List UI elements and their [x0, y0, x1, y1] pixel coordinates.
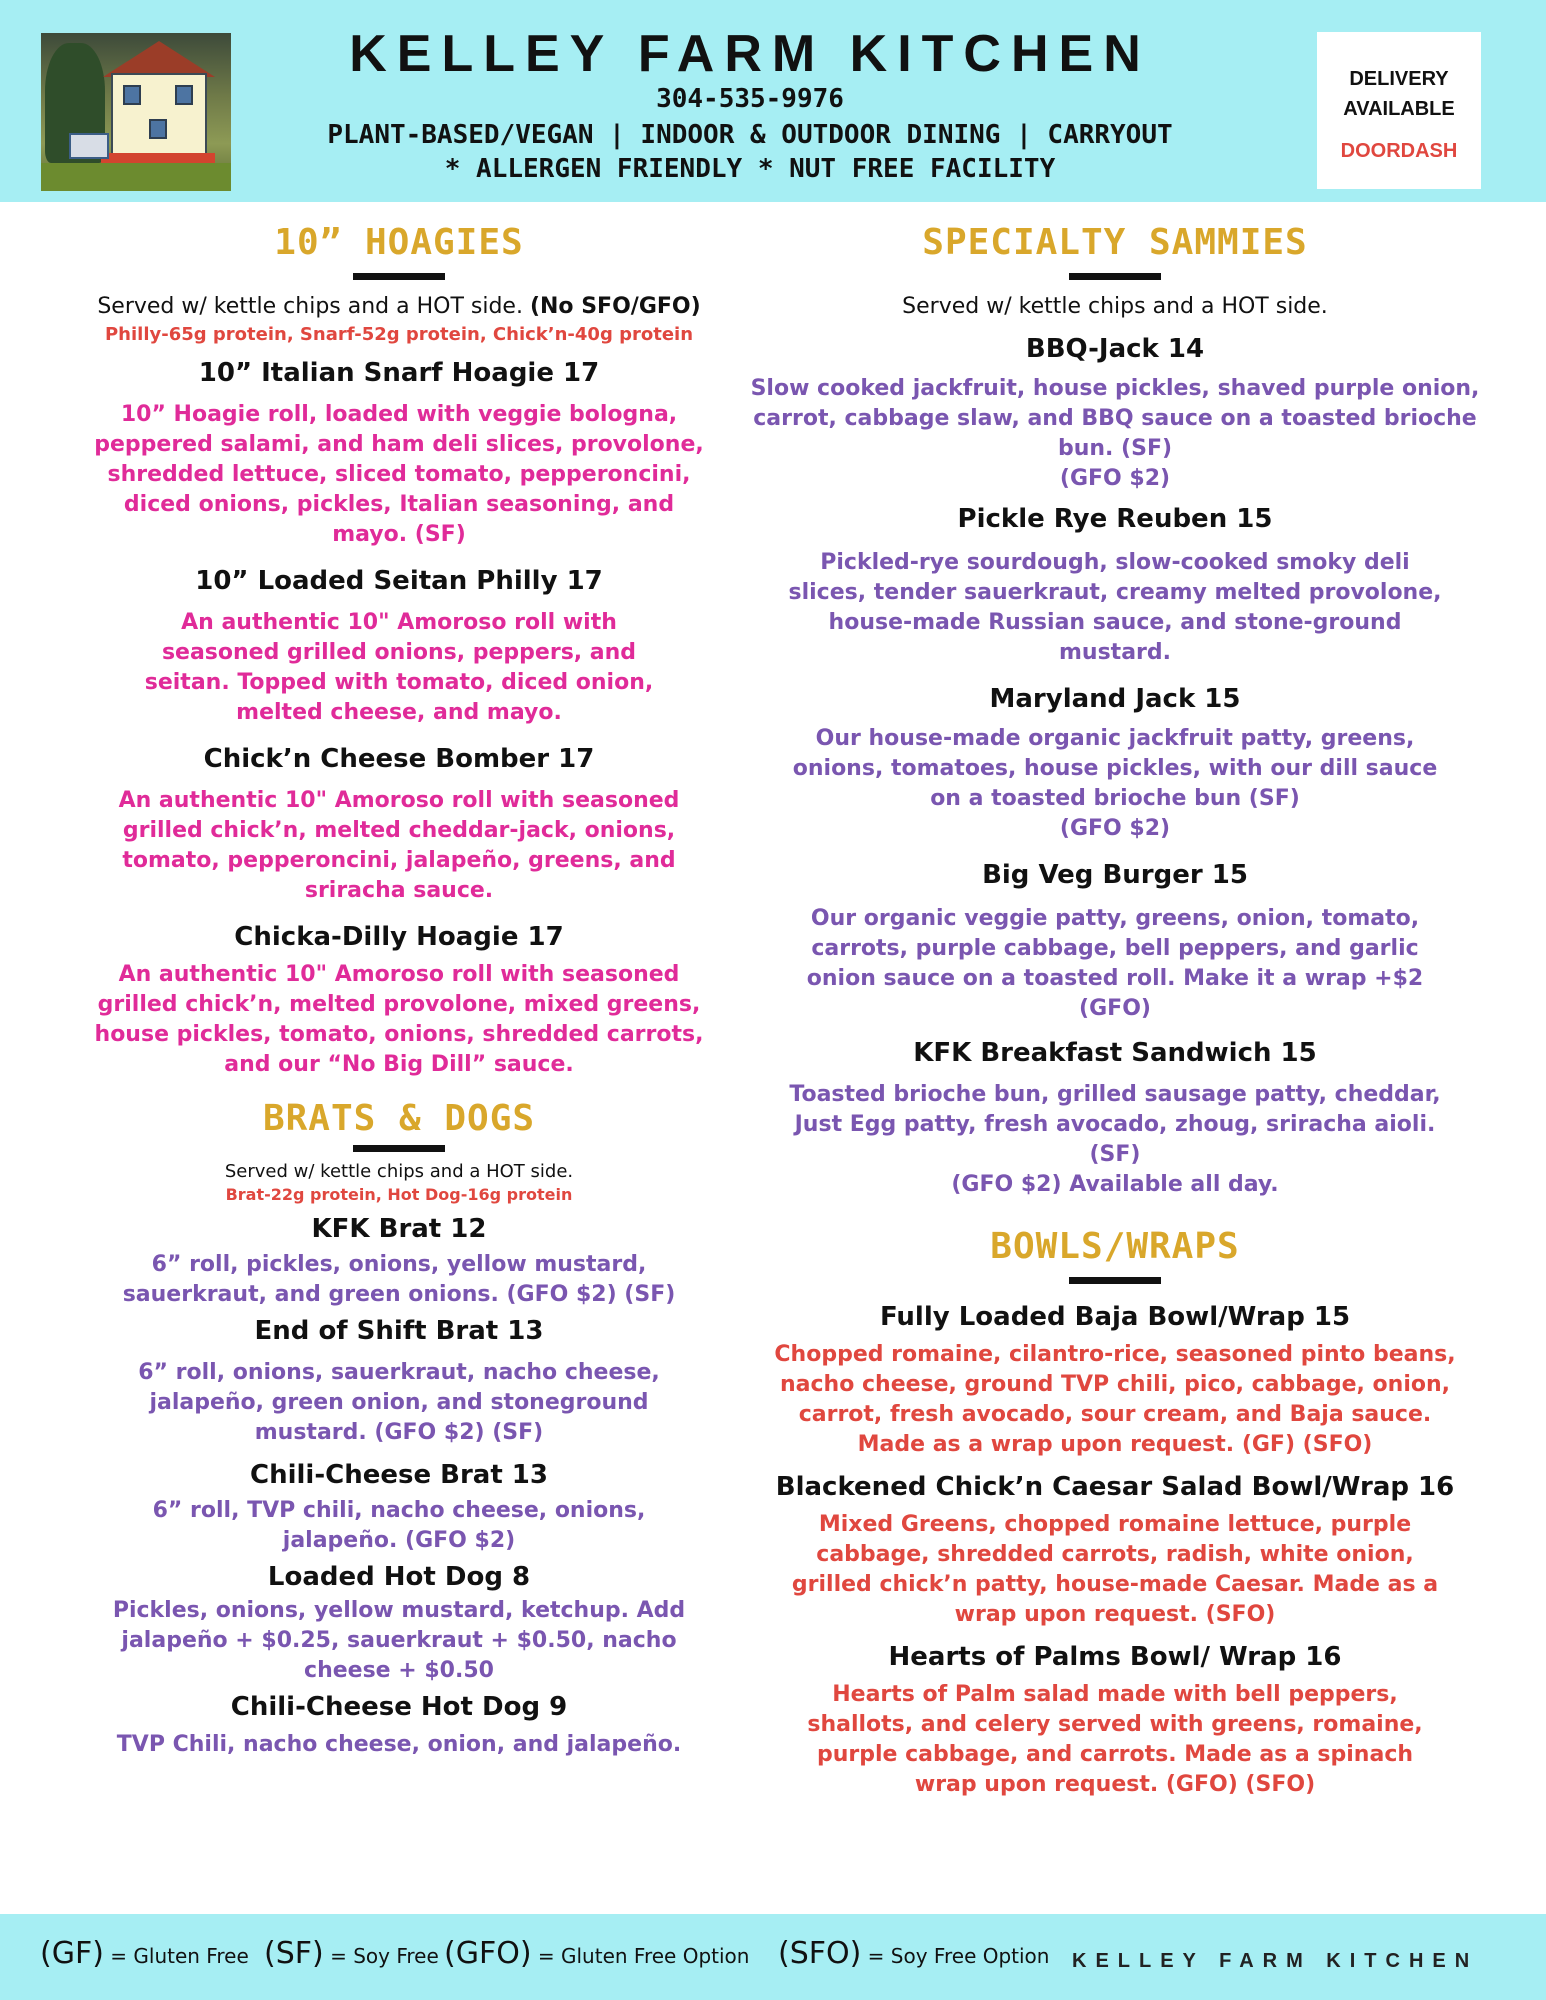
window-graphic [123, 85, 141, 105]
left-column [84, 222, 714, 1760]
restaurant-name: KELLEY FARM KITCHEN [349, 25, 1151, 83]
menu-item-name: 10” Loaded Seitan Philly 17 [195, 566, 603, 596]
section-title-bowls: BOWLS/WRAPS [990, 1226, 1240, 1267]
house-graphic [111, 73, 207, 155]
legend-meaning: = Soy Free [323, 1944, 439, 1968]
phone-number: 304-535-9976 [656, 84, 844, 114]
protein-note: Philly-65g protein, Snarf-52g protein, Chick’n-40g protein [104, 324, 694, 345]
section-title-specialty: SPECIALTY SAMMIES [922, 222, 1308, 263]
header-banner [0, 0, 1546, 202]
legend-meaning: = Gluten Free Option [531, 1944, 750, 1968]
section-divider [1069, 1277, 1161, 1284]
legend-code: (GF) [40, 1936, 104, 1971]
sign-graphic [69, 133, 109, 159]
menu-item-name: Maryland Jack 15 [989, 684, 1241, 714]
menu-item-description: An authentic 10" Amoroso roll with seasoned grilled onions, peppers, and seitan. Topped with tomato, diced onion, melted cheese, and mayo. [144, 610, 654, 725]
section-divider [353, 273, 445, 280]
served-note [84, 292, 714, 322]
menu-item-name: BBQ-Jack 14 [1025, 334, 1205, 364]
tagline-line-1: PLANT-BASED/VEGAN | INDOOR & OUTDOOR DINING | CARRYOUT [327, 120, 1173, 150]
menu-item-description [748, 724, 1482, 844]
menu-item-description-text: Toasted brioche bun, grilled sausage patty, cheddar, Just Egg patty, fresh avocado, zhoug, sriracha aioli. (SF) [789, 1082, 1441, 1167]
delivery-line-2: AVAILABLE [1343, 98, 1455, 120]
menu-item-description-text: Our house-made organic jackfruit patty, greens, onions, tomatoes, house pickles, with our dill sauce on a toasted brioche bun (SF) [792, 726, 1438, 811]
menu-item-description: 10” Hoagie roll, loaded with veggie bologna, peppered salami, and ham deli slices, provolone, shredded lettuce, sliced tomato, pepperoncini, diced onions, pickles, Italian seasoning, and mayo. (SF) [94, 402, 704, 547]
legend-gfo [444, 1936, 749, 1971]
menu-item-option: (GFO $2) [1059, 466, 1171, 491]
doordash-label: DOORDASH [1340, 140, 1458, 162]
menu-item-name: Loaded Hot Dog 8 [267, 1562, 531, 1592]
delivery-label [1317, 64, 1481, 124]
menu-item-description: TVP Chili, nacho cheese, onion, and jalapeño. [116, 1732, 682, 1757]
menu-item-description: Pickled-rye sourdough, slow-cooked smoky deli slices, tender sauerkraut, creamy melted provolone, house-made Russian sauce, and stone-ground mustard. [788, 550, 1442, 665]
footer-brand: KELLEY FARM KITCHEN [1072, 1950, 1479, 1972]
menu-item-description: 6” roll, TVP chili, nacho cheese, onions, jalapeño. (GFO $2) [152, 1498, 646, 1553]
legend-code: (GFO) [444, 1936, 532, 1971]
menu-item-description: Chopped romaine, cilantro-rice, seasoned pinto beans, nacho cheese, ground TVP chili, pico, cabbage, onion, carrot, fresh avocado, sour cream, and Baja sauce. Made as a wrap upon request. (GF) (SFO) [774, 1342, 1456, 1457]
menu-item-description [748, 1080, 1482, 1200]
legend-meaning: = Soy Free Option [861, 1944, 1050, 1968]
menu-item-description: Pickles, onions, yellow mustard, ketchup. Add jalapeño + $0.25, sauerkraut + $0.50, nacho cheese + $0.50 [112, 1598, 686, 1683]
porch-graphic [101, 153, 215, 163]
footer-legend-bar [0, 1914, 1546, 2000]
menu-item-name: Chick’n Cheese Bomber 17 [203, 744, 595, 774]
protein-note: Brat-22g protein, Hot Dog-16g protein [225, 1185, 573, 1204]
legend-gf [40, 1936, 249, 1971]
legend-code: (SFO) [778, 1936, 862, 1971]
menu-item-name: Big Veg Burger 15 [982, 860, 1248, 890]
tagline-line-2: * ALLERGEN FRIENDLY * NUT FREE FACILITY [444, 154, 1056, 184]
delivery-box [1317, 32, 1481, 189]
menu-item-description: Hearts of Palm salad made with bell peppers, shallots, and celery served with greens, romaine, purple cabbage, and carrots. Made as a spinach wrap upon request. (GFO) (SFO) [807, 1682, 1423, 1797]
right-column [748, 222, 1482, 1800]
menu-item-name: End of Shift Brat 13 [254, 1316, 544, 1346]
menu-item-name: Chili-Cheese Hot Dog 9 [230, 1692, 568, 1722]
section-divider [353, 1145, 445, 1152]
no-sfo-gfo-note: (No SFO/GFO) [529, 294, 701, 319]
menu-item-description: Our organic veggie patty, greens, onion, tomato, carrots, purple cabbage, bell peppers, and garlic onion sauce on a toasted roll. Make it a wrap +$2 (GFO) [806, 906, 1424, 1021]
window-graphic [175, 85, 193, 105]
farmhouse-logo [41, 33, 231, 191]
menu-item-name: Fully Loaded Baja Bowl/Wrap 15 [879, 1302, 1351, 1332]
section-divider [1069, 273, 1161, 280]
menu-item-description: Mixed Greens, chopped romaine lettuce, purple cabbage, shredded carrots, radish, white onion, grilled chick’n patty, house-made Caesar. Made as a wrap upon request. (SFO) [791, 1512, 1439, 1627]
grass-graphic [41, 163, 231, 191]
legend-sfo [778, 1936, 1049, 1971]
section-title-hoagies: 10” HOAGIES [274, 222, 524, 263]
section-title-brats: BRATS & DOGS [262, 1098, 536, 1139]
menu-item-name: KFK Brat 12 [311, 1214, 487, 1244]
legend-sf [264, 1936, 439, 1971]
menu-item-description: An authentic 10" Amoroso roll with seasoned grilled chick’n, melted cheddar-jack, onions, tomato, pepperoncini, jalapeño, greens, and sriracha sauce. [118, 788, 680, 903]
served-note: Served w/ kettle chips and a HOT side. [224, 1161, 574, 1182]
menu-item-description: An authentic 10" Amoroso roll with seasoned grilled chick’n, melted provolone, mixed greens, house pickles, tomato, onions, shredded carrots, and our “No Big Dill” sauce. [94, 962, 704, 1077]
menu-item-name: Chicka-Dilly Hoagie 17 [234, 922, 564, 952]
legend-meaning: = Gluten Free [103, 1944, 249, 1968]
served-note: Served w/ kettle chips and a HOT side. [902, 294, 1328, 319]
served-text: Served w/ kettle chips and a HOT side. [97, 294, 523, 319]
roof-graphic [103, 41, 215, 77]
menu-item-description [748, 374, 1482, 494]
menu-item-option: (GFO $2) [1059, 816, 1171, 841]
menu-item-name: Blackened Chick’n Caesar Salad Bowl/Wrap 16 [775, 1472, 1455, 1502]
window-graphic [149, 119, 167, 139]
menu-item-description: 6” roll, pickles, onions, yellow mustard, sauerkraut, and green onions. (GFO $2) (SF) [122, 1252, 676, 1307]
menu-item-name: 10” Italian Snarf Hoagie 17 [198, 358, 600, 388]
menu-item-name: KFK Breakfast Sandwich 15 [913, 1038, 1317, 1068]
menu-item-description: 6” roll, onions, sauerkraut, nacho cheese, jalapeño, green onion, and stoneground mustard. (GFO $2) (SF) [138, 1360, 660, 1445]
tagline [300, 118, 1200, 186]
menu-item-name: Pickle Rye Reuben 15 [957, 504, 1273, 534]
menu-item-name: Chili-Cheese Brat 13 [250, 1460, 548, 1490]
menu-item-name: Hearts of Palms Bowl/ Wrap 16 [888, 1642, 1342, 1672]
legend-code: (SF) [264, 1936, 324, 1971]
menu-item-option: (GFO $2) Available all day. [951, 1172, 1279, 1197]
menu-item-description-text: Slow cooked jackfruit, house pickles, shaved purple onion, carrot, cabbage slaw, and BBQ sauce on a toasted brioche bun. (SF) [750, 376, 1480, 461]
delivery-line-1: DELIVERY [1349, 68, 1449, 90]
